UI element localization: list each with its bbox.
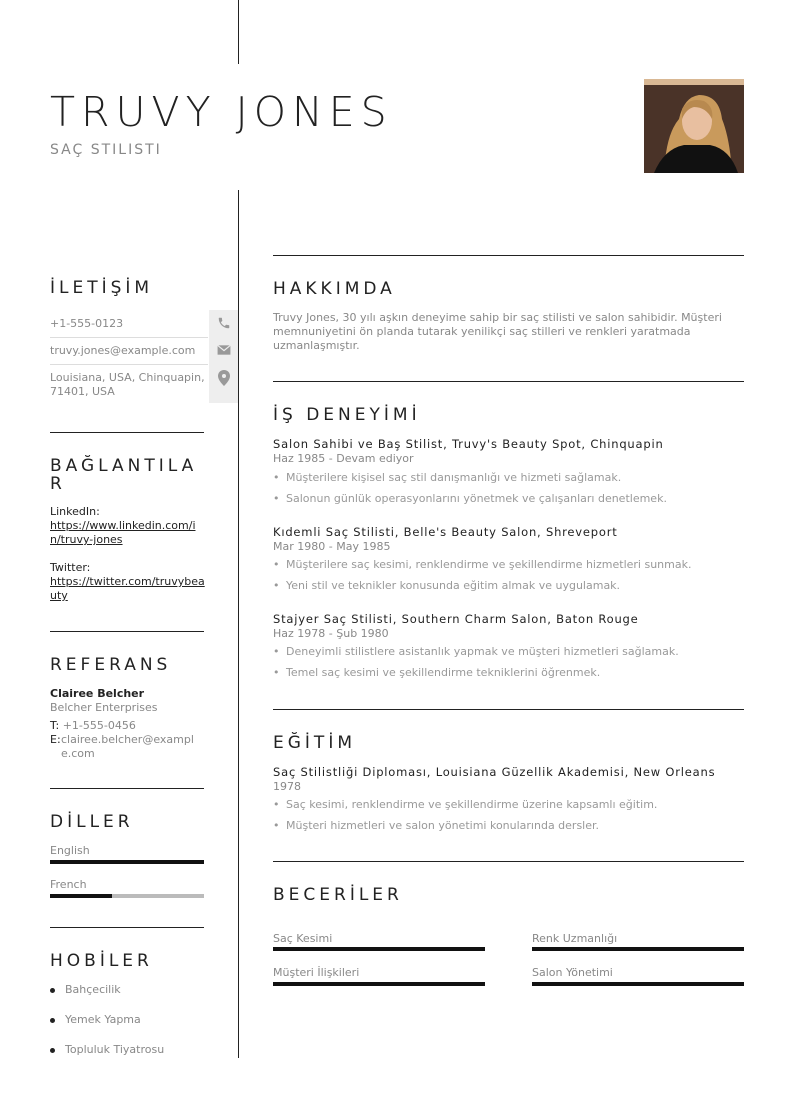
job-bullet-text: Müşterilere kişisel saç stil danışmanlığı ve hizmeti sağlamak.	[286, 471, 622, 484]
languages-heading: DİLLER	[50, 812, 134, 832]
section-divider	[50, 631, 204, 632]
linkedin-label: LinkedIn:	[50, 505, 100, 518]
contact-address-line2: 71401, USA	[50, 385, 115, 398]
candidate-title: SAÇ STILISTI	[50, 142, 162, 158]
twitter-link[interactable]: https://twitter.com/truvybeauty	[50, 575, 205, 602]
reference-phone-row	[50, 719, 136, 732]
skill-name: Renk Uzmanlığı	[532, 932, 618, 945]
skill-level-fill	[532, 982, 744, 986]
skill-level-bar	[532, 982, 744, 986]
job-bullet-text: Müşterilere saç kesimi, renklendirme ve şekillendirme hizmetleri sunmak.	[286, 558, 692, 571]
skills-heading: BECERİLER	[273, 885, 403, 905]
hobby-label: Yemek Yapma	[65, 1013, 141, 1026]
column-divider-line	[238, 190, 239, 1058]
section-divider	[50, 432, 204, 433]
education-bullet: • Müşteri hizmetleri ve salon yönetimi konularında dersler.	[273, 819, 600, 832]
job-bullet-text: Temel saç kesimi ve şekillendirme tekniklerini öğrenmek.	[286, 666, 601, 679]
skill-name: Saç Kesimi	[273, 932, 333, 945]
about-line: Truvy Jones, 30 yılı aşkın deneyime sahip bir saç stilisti ve salon sahibidir. Müşteri	[273, 311, 722, 324]
skill-name: Müşteri İlişkileri	[273, 966, 360, 979]
about-line: memnuniyetini ön planda tutarak yenilikçi saç stilleri ve renkleri yaratmada	[273, 325, 691, 338]
skill-level-fill	[273, 982, 485, 986]
reference-heading: REFERANS	[50, 655, 172, 675]
skill-name: Salon Yönetimi	[532, 966, 613, 979]
section-divider	[273, 709, 744, 710]
contact-separator	[50, 337, 208, 338]
reference-email[interactable]: clairee.belcher@example.com	[61, 733, 194, 760]
job-bullet: • Müşterilere kişisel saç stil danışmanlığı ve hizmeti sağlamak.	[273, 471, 622, 484]
job-bullet: • Salonun günlük operasyonlarını yönetmek ve çalışanları denetlemek.	[273, 492, 667, 505]
education-bullet-text: Müşteri hizmetleri ve salon yönetimi konularında dersler.	[286, 819, 600, 832]
section-divider	[273, 255, 744, 256]
reference-phone-label: T:	[50, 719, 60, 732]
skill-level-bar	[273, 947, 485, 951]
job-bullet: • Deneyimli stilistlere asistanlık yapmak ve müşteri hizmetleri sağlamak.	[273, 645, 679, 658]
bullet-dot	[50, 1048, 55, 1053]
contact-heading: İLETİŞİM	[50, 278, 154, 298]
job-title: Salon Sahibi ve Baş Stilist, Truvy's Beauty Spot, Chinquapin	[273, 437, 664, 451]
job-bullet-text: Salonun günlük operasyonlarını yönetmek ve çalışanları denetlemek.	[286, 492, 667, 505]
job-date: Haz 1978 - Şub 1980	[273, 627, 389, 640]
skill-level-bar	[273, 982, 485, 986]
profile-photo	[644, 79, 744, 173]
hobby-item	[50, 1043, 164, 1056]
skill-level-fill	[532, 947, 744, 951]
skill-level-bar	[532, 947, 744, 951]
job-bullet-text: Yeni stil ve teknikler konusunda eğitim almak ve uygulamak.	[286, 579, 621, 592]
language-level-bar	[50, 894, 204, 898]
hobby-label: Bahçecilik	[65, 983, 121, 996]
reference-company: Belcher Enterprises	[50, 701, 158, 714]
education-heading: EĞİTİM	[273, 733, 356, 753]
job-date: Mar 1980 - May 1985	[273, 540, 391, 553]
education-title: Saç Stilistliği Diploması, Louisiana Güzellik Akademisi, New Orleans	[273, 765, 716, 779]
hobbies-heading: HOBİLER	[50, 951, 153, 971]
education-year: 1978	[273, 780, 301, 793]
links-heading: BAĞLANTILAR	[50, 456, 198, 494]
job-bullet: • Müşterilere saç kesimi, renklendirme ve şekillendirme hizmetleri sunmak.	[273, 558, 692, 571]
about-heading: HAKKIMDA	[273, 279, 396, 299]
twitter-label: Twitter:	[50, 561, 91, 574]
about-text	[273, 311, 722, 353]
hobby-label: Topluluk Tiyatrosu	[65, 1043, 165, 1056]
job-date: Haz 1985 - Devam ediyor	[273, 452, 414, 465]
language-level-fill	[50, 894, 112, 898]
language-name: English	[50, 844, 90, 857]
bullet-dot	[50, 1018, 55, 1023]
skill-level-fill	[273, 947, 485, 951]
education-bullet: • Saç kesimi, renklendirme ve şekillendirme üzerine kapsamlı eğitim.	[273, 798, 658, 811]
job-title: Stajyer Saç Stilisti, Southern Charm Salon, Baton Rouge	[273, 612, 639, 626]
linkedin-link[interactable]: https://www.linkedin.com/in/truvy-jones	[50, 519, 196, 546]
reference-email-label: E:	[50, 733, 61, 746]
reference-name: Clairee Belcher	[50, 687, 145, 700]
language-name: French	[50, 878, 87, 891]
experience-heading: İŞ DENEYİMİ	[273, 405, 421, 425]
job-bullet-text: Deneyimli stilistlere asistanlık yapmak ve müşteri hizmetleri sağlamak.	[286, 645, 679, 658]
contact-address-line1: Louisiana, USA, Chinquapin,	[50, 371, 205, 384]
reference-email-row	[50, 733, 206, 761]
section-divider	[50, 788, 204, 789]
job-bullet: • Yeni stil ve teknikler konusunda eğitim almak ve uygulamak.	[273, 579, 621, 592]
about-line: uzmanlaşmıştır.	[273, 339, 360, 352]
language-level-bar	[50, 860, 204, 864]
hobby-item	[50, 983, 121, 996]
job-title: Kıdemli Saç Stilisti, Belle's Beauty Salon, Shreveport	[273, 525, 618, 539]
links-block	[50, 505, 206, 603]
job-bullet: • Temel saç kesimi ve şekillendirme tekniklerini öğrenmek.	[273, 666, 601, 679]
section-divider	[273, 381, 744, 382]
education-bullet-text: Saç kesimi, renklendirme ve şekillendirme üzerine kapsamlı eğitim.	[286, 798, 658, 811]
contact-email[interactable]: truvy.jones@example.com	[50, 344, 196, 357]
hobby-item	[50, 1013, 141, 1026]
section-divider	[273, 861, 744, 862]
section-divider	[50, 927, 204, 928]
contact-phone[interactable]: +1-555-0123	[50, 317, 124, 330]
language-level-fill	[50, 860, 204, 864]
reference-phone[interactable]: +1-555-0456	[62, 719, 136, 732]
top-divider-line	[238, 0, 239, 64]
bullet-dot	[50, 988, 55, 993]
candidate-name: TRUVY JONES	[50, 88, 393, 136]
contact-separator	[50, 364, 208, 365]
